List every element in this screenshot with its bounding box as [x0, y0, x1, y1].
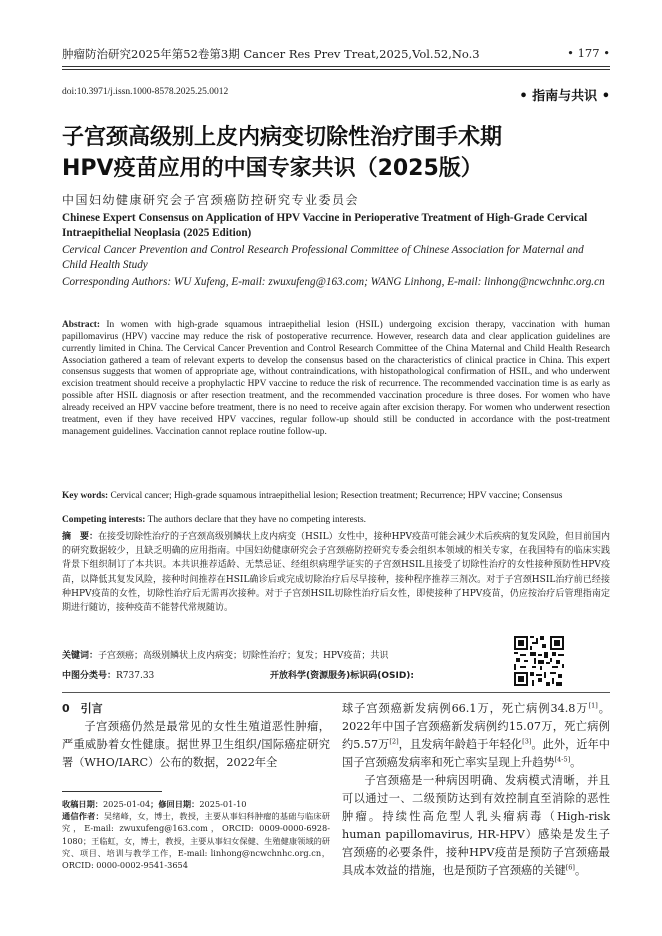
body-rule — [62, 692, 610, 693]
correspondence-line — [62, 810, 330, 871]
keywords-cn-text: 子宫颈癌；高级别鳞状上皮内病变；切除性治疗；复发；HPV疫苗；共识 — [98, 651, 389, 661]
received-date: 2025-01-04 — [102, 799, 151, 809]
text-run: ，且发病年龄趋于年轻化 — [398, 738, 523, 751]
intro-paragraph-1: 子宫颈癌仍然是最常见的女性生殖道恶性肿瘤，严重威胁着女性健康。据世界卫生组织/国际癌症研究署（WHO/IARC）公布的数据，2022年全 — [62, 720, 330, 769]
article-title — [62, 122, 610, 184]
competing-label: Competing interests: — [62, 515, 146, 525]
received-label: 收稿日期： — [62, 799, 103, 809]
text-run: 。2022年中国子宫颈癌新发病例约15.07万，死亡病例约5.57万 — [342, 702, 610, 751]
competing-text: The authors declare that they have no competing interests. — [145, 515, 367, 525]
classification-line — [62, 668, 415, 681]
clc-value: R737.33 — [116, 671, 155, 681]
intro-paragraph-1-continued — [342, 700, 610, 772]
intro-paragraph-2 — [342, 772, 610, 880]
abstract-en — [62, 320, 610, 438]
citation-ref[interactable]: [4-5] — [554, 755, 571, 764]
revised-date: 2025-01-10 — [199, 799, 247, 809]
journal-citation: 肿瘤防治研究2025年第52卷第3期 Cancer Res Prev Treat,2025,Vol.52,No.3 — [62, 47, 480, 61]
qr-code-icon[interactable] — [514, 636, 564, 686]
keywords-cn-label: 关键词： — [62, 651, 99, 661]
abstract-label: Abstract: — [62, 320, 101, 330]
footnote-rule — [62, 791, 162, 792]
abstract-cn — [62, 530, 610, 615]
abstract-cn-label: 摘 要： — [62, 532, 99, 542]
title-line-2: HPV疫苗应用的中国专家共识（2025版） — [62, 156, 483, 181]
dates-line — [62, 798, 330, 810]
header-rule — [62, 66, 610, 67]
keywords-cn — [62, 650, 522, 663]
author-organization-cn: 中国妇幼健康研究会子宫颈癌防控研究专业委员会 — [62, 193, 360, 207]
revised-label: ；修回日期： — [150, 799, 200, 809]
english-organization: Cervical Cancer Prevention and Control Research Professional Committee of Chinese Association for Maternal and Child Health Study — [62, 244, 584, 271]
footnote — [62, 798, 330, 871]
title-line-1: 子宫颈高级别上皮内病变切除性治疗围手术期 — [62, 125, 503, 150]
citation-ref[interactable]: [6] — [565, 863, 575, 872]
body-column-right — [342, 700, 610, 880]
osid-label: 开放科学(资源服务)标识码(OSID): — [270, 671, 415, 681]
clc-label: 中图分类号： — [62, 671, 117, 681]
page-number: • 177 • — [567, 46, 610, 60]
section-tag: • 指南与共识 • — [519, 89, 610, 104]
english-title: Chinese Expert Consensus on Application of HPV Vaccine in Perioperative Treatment of High-Grade Cervical Intraepithelial Neoplasia (2025 Edition) — [62, 212, 588, 239]
abstract-cn-text: 在接受切除性治疗的子宫颈高级别鳞状上皮内病变（HSIL）女性中，接种HPV疫苗可能会减少术后疾病的复发风险，但目前国内的研究数据较少，且缺乏明确的应用指南。中国妇幼健康研究会子宫颈癌防控研究专委会组织本领域的相关专家，在我国特有的临床实践背景下组织制订了本共识。本共识推荐适龄、无禁忌证、经组织病理学证实的子宫颈HSIL且接受了切除性治疗的女性接种预防性HPV疫苗，以降低其复发风险，接种时间推荐在HSIL确诊后或完成切除治疗后尽早接种，接种程序推荐三剂次。对于子宫颈HSIL治疗前已经接种HPV疫苗的女性，切除性治疗后无需再次接种。对于子宫颈HSIL切除性治疗后女性，即使接种了HPV疫苗，仍应按治疗后管理指南定期进行随访，接种疫苗不能替代常规随访。 — [62, 532, 610, 614]
text-run: 。此外，近年中国子宫颈癌发病率和死亡率实呈现上升趋势 — [342, 738, 610, 769]
header-rule-thin — [62, 69, 610, 70]
body-column-left — [62, 700, 330, 772]
correspondence-label: 通信作者： — [62, 811, 104, 822]
keywords-en — [62, 491, 610, 503]
text-run: 。 — [574, 864, 587, 877]
correspondence-text: 吴绪峰，女，博士，教授，主要从事妇科肿瘤的基础与临床研究，E-mail: zwuxufeng@163.com，ORCID: 0009-0000-6928-1080；王临虹，女，博士，教授，主要从事妇女保健、生殖健康领域的研究、项目、培训与教学工作，E-mail: linhong@ncwchnhc.org.cn，ORCID: 0000-0002-9541-3654 — [62, 811, 330, 871]
keywords-label: Key words: — [62, 491, 109, 501]
doi[interactable]: doi:10.3971/j.issn.1000-8578.2025.25.0012 — [62, 87, 229, 97]
competing-interests — [62, 515, 610, 527]
abstract-text: In women with high-grade squamous intraepithelial lesion (HSIL) undergoing excision therapy, vaccination with human papillomavirus (HPV) vaccine may reduce the risk of postoperative recurrence. However, research data and clear application guidelines are currently limited in China. The Cervical Cancer Prevention and Control Research Committee of the China Maternal and Child Health Research Association gathered a team of relevant experts to develop the consensus based on the characteristics of clinical practice in China. This expert consensus suggests that women of appropriate age, without contraindications, with histopathological confirmation of HSIL, and who underwent excision treatment should receive a prophylactic HPV vaccine to reduce the risk of recurrence. The recommended vaccination time is as early as possible after HSIL diagnosis or after resection treatment, and the recommended vaccination procedure is three doses. For women who have already received an HPV vaccine before treatment, there is no need to receive again after excision therapy. For women who underwent resection treatment, even if they have received HPV vaccines, regular follow-up should still be conducted in accordance with the post-treatment management guidelines. Vaccination cannot replace routine follow-up. — [62, 320, 610, 437]
keywords-text: Cervical cancer; High-grade squamous intraepithelial lesion; Resection treatment; Recurrence; HPV vaccine; Consensus — [108, 491, 563, 501]
text-run: 。 — [570, 756, 582, 769]
intro-heading: 0 引言 — [62, 702, 103, 715]
text-run: 球子宫颈癌新发病例66.1万，死亡病例34.8万 — [342, 702, 589, 715]
corresponding-authors: Corresponding Authors: WU Xufeng, E-mail: zwuxufeng@163.com; WANG Linhong, E-mail: linhong@ncwchnhc.org.cn — [62, 276, 605, 288]
citation-ref[interactable]: [1] — [588, 701, 598, 710]
text-run: 子宫颈癌是一种病因明确、发病模式清晰，并且可以通过一、二级预防达到有效控制直至消除的恶性肿瘤。持续性高危型人乳头瘤病毒（High-risk human papillomavirus, HR-HPV）感染是发生子宫颈癌的必要条件，接种HPV疫苗是预防子宫颈癌最具成本效益的措施，也是预防子宫颈癌的关键 — [342, 774, 610, 877]
citation-ref[interactable]: [3] — [522, 737, 532, 746]
citation-ref[interactable]: [2] — [389, 737, 399, 746]
